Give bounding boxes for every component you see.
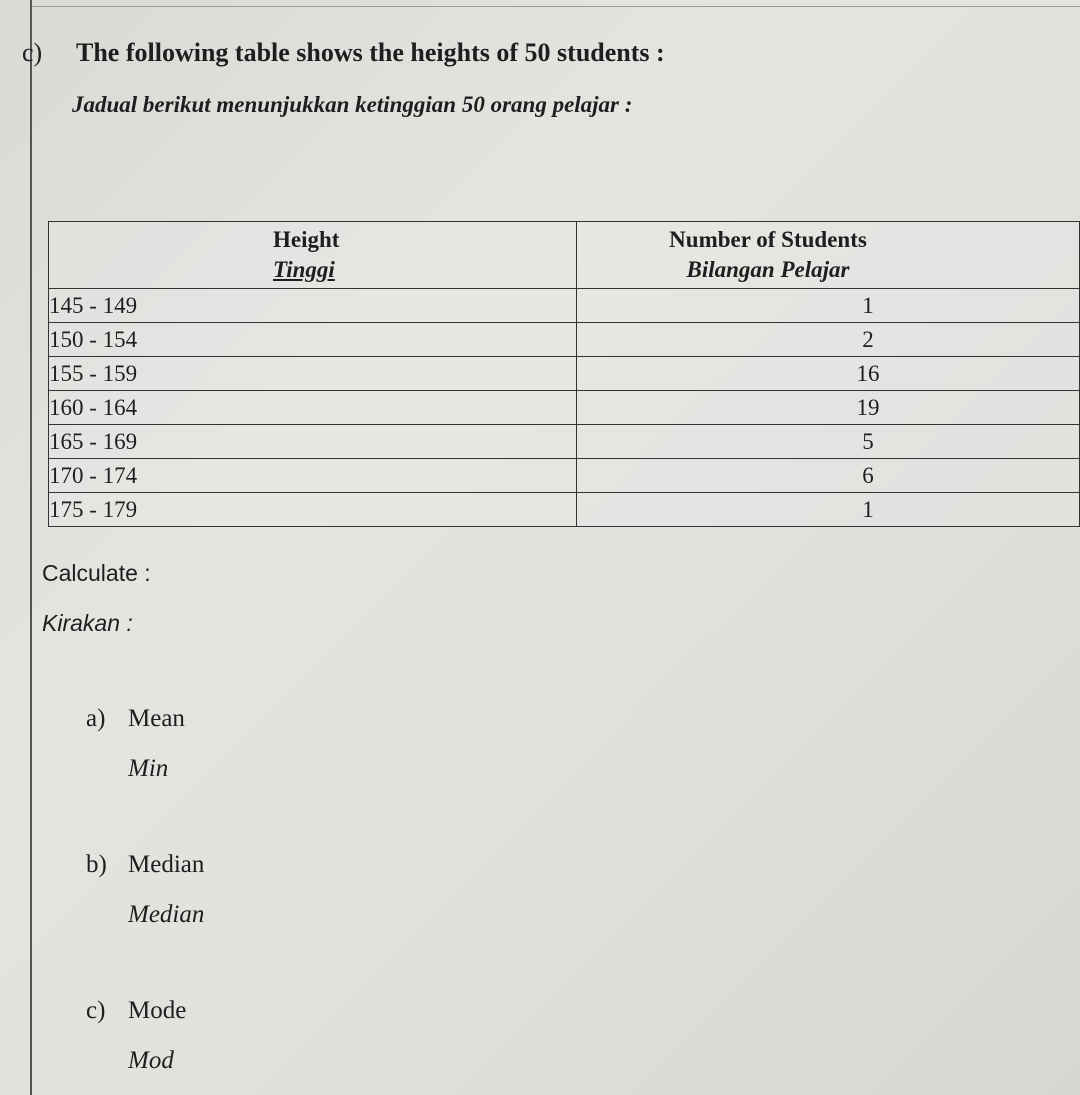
table-row [49, 391, 1080, 425]
student-count-cell: 1 [862, 292, 874, 318]
table-row [49, 459, 1080, 493]
calculate-instruction-ms: Kirakan : [42, 610, 133, 636]
part-b-label-en: Median [128, 851, 205, 878]
part-c-label-en: Mode [128, 997, 187, 1024]
student-count-cell: 19 [856, 394, 880, 420]
part-c [86, 997, 186, 1025]
table-row [49, 493, 1080, 527]
height-column-header [49, 222, 577, 289]
table-row [49, 425, 1080, 459]
height-range-cell: 145 - 149 [49, 289, 577, 323]
count-header-en: Number of Students [669, 227, 867, 252]
question-label: c) [22, 38, 43, 67]
part-c-letter: c) [86, 997, 106, 1024]
table-header-row [49, 222, 1080, 289]
part-b-label-ms: Median [128, 901, 205, 928]
height-header-ms: Tinggi [273, 257, 335, 282]
question-title: The following table shows the heights of 50 students : [76, 38, 665, 67]
part-c-label-ms: Mod [128, 1047, 174, 1074]
height-range-cell: 150 - 154 [49, 323, 577, 357]
height-range-cell: 160 - 164 [49, 391, 577, 425]
table-row [49, 357, 1080, 391]
student-count-cell: 2 [862, 326, 874, 352]
student-count-cell: 6 [862, 462, 874, 488]
question-subtitle: Jadual berikut menunjukkan ketinggian 50 orang pelajar : [72, 92, 633, 117]
height-range-cell: 155 - 159 [49, 357, 577, 391]
count-header-ms: Bilangan Pelajar [686, 257, 850, 282]
part-b-letter: b) [86, 851, 107, 878]
height-range-cell: 165 - 169 [49, 425, 577, 459]
count-column-header [577, 222, 1080, 289]
calculate-instruction-en: Calculate : [42, 560, 151, 586]
height-range-cell: 170 - 174 [49, 459, 577, 493]
height-frequency-table [48, 221, 1080, 527]
height-range-cell: 175 - 179 [49, 493, 577, 527]
table-row [49, 289, 1080, 323]
part-a [86, 705, 185, 733]
part-b [86, 851, 204, 879]
height-header-en: Height [273, 227, 340, 252]
worksheet-page [30, 0, 1080, 1095]
part-a-label-ms: Min [128, 755, 169, 782]
student-count-cell: 5 [862, 428, 874, 454]
part-a-letter: a) [86, 705, 106, 732]
student-count-cell: 1 [862, 496, 874, 522]
student-count-cell: 16 [856, 360, 880, 386]
part-a-label-en: Mean [128, 705, 185, 732]
table-row [49, 323, 1080, 357]
